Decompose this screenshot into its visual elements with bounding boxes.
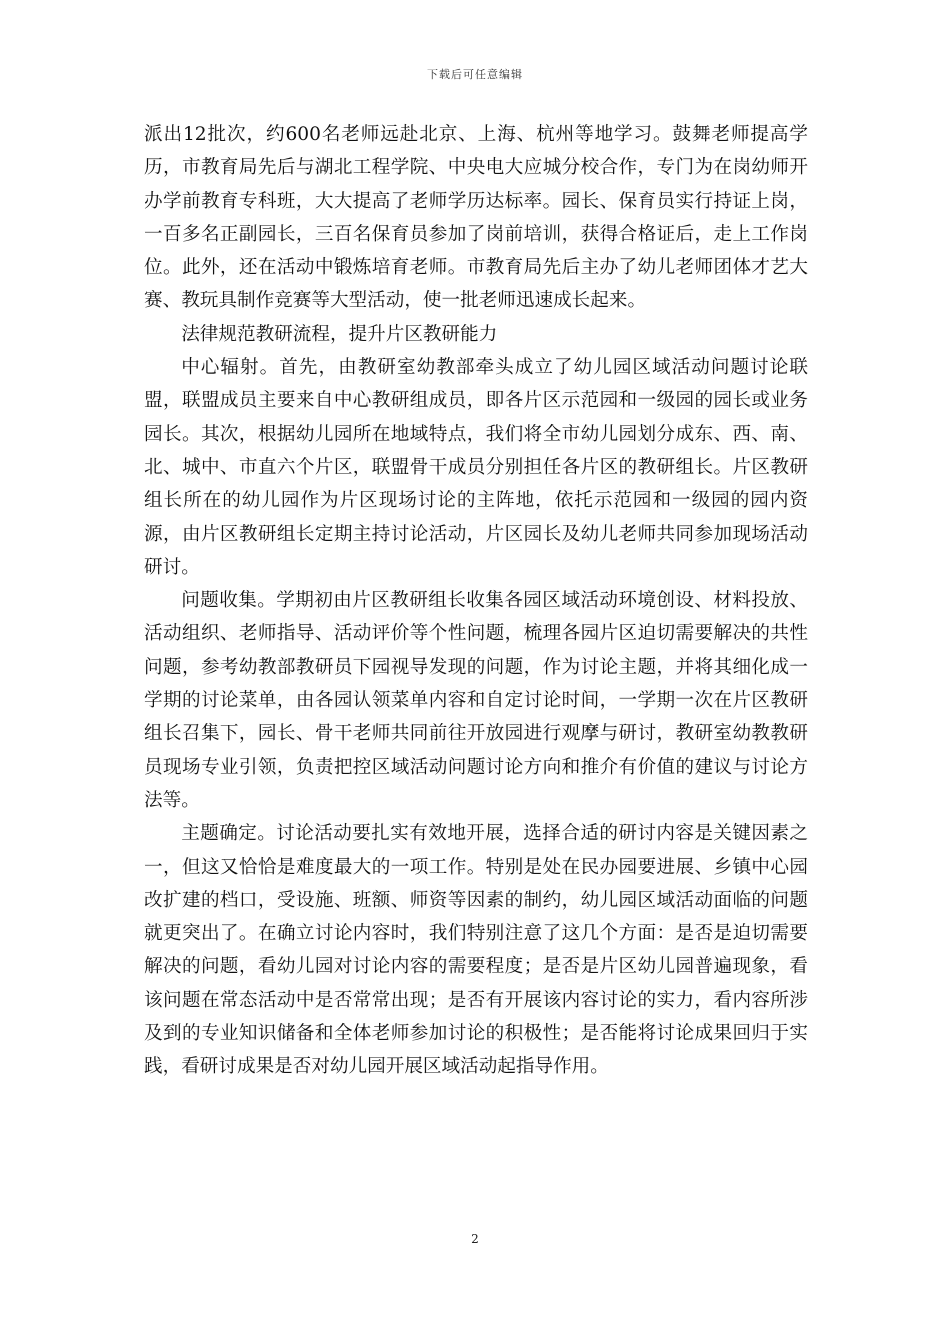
paragraph-theme-selection: 主题确定。讨论活动要扎实有效地开展，选择合适的研讨内容是关键因素之一，但这又恰恰是难度最大的一项工作。特别是处在民办园要进展、乡镇中心园改扩建的档口，受设施、班额、师资等因素的制约，幼儿园区域活动面临的问题就更突出了。在确立讨论内容时，我们特别注意了这几个方面：是否是迫切需要解决的问题，看幼儿园对讨论内容的需要程度；是否是片区幼儿园普遍现象，看该问题在常态活动中是否常常出现；是否有开展该内容讨论的实力，看内容所涉及到的专业知识储备和全体老师参加讨论的积极性；是否能将讨论成果回归于实践，看研讨成果是否对幼儿园开展区域活动起指导作用。: [144, 823, 808, 1078]
page-header: 下载后可任意编辑: [427, 68, 523, 81]
paragraph-problem-collection: 问题收集。学期初由片区教研组长收集各园区域活动环境创设、材料投放、活动组织、老师指导、活动评价等个性问题，梳理各园片区迫切需要解决的共性问题，参考幼教部教研员下园视导发现的问题，作为讨论主题，并将其细化成一学期的讨论菜单，由各园认领菜单内容和自定讨论时间，一学期一次在片区教研组长召集下，园长、骨干老师共同前往开放园进行观摩与研讨，教研室幼教教研员现场专业引领，负责把控区域活动问题讨论方向和推介有价值的建议与讨论方法等。: [144, 590, 808, 811]
document-body: [144, 118, 808, 1084]
paragraph-center-radiation: 中心辐射。首先，由教研室幼教部牵头成立了幼儿园区域活动问题讨论联盟，联盟成员主要来自中心教研组成员，即各片区示范园和一级园的园长或业务园长。其次，根据幼儿园所在地域特点，我们将全市幼儿园划分成东、西、南、北、城中、市直六个片区，联盟骨干成员分别担任各片区的教研组长。片区教研组长所在的幼儿园作为片区现场讨论的主阵地，依托示范园和一级园的园内资源，由片区教研组长定期主持讨论活动，片区园长及幼儿老师共同参加现场活动研讨。: [144, 357, 808, 578]
paragraph-continued: 派出12批次，约600名老师远赴北京、上海、杭州等地学习。鼓舞老师提高学历，市教育局先后与湖北工程学院、中央电大应城分校合作，专门为在岗幼师开办学前教育专科班，大大提高了老师学历达标率。园长、保育员实行持证上岗，一百多名正副园长，三百名保育员参加了岗前培训，获得合格证后，走上工作岗位。此外，还在活动中锻炼培育老师。市教育局先后主办了幼儿老师团体才艺大赛、教玩具制作竞赛等大型活动，使一批老师迅速成长起来。: [144, 124, 808, 312]
section-heading: 法律规范教研流程，提升片区教研能力: [181, 323, 498, 345]
page-number: 2: [471, 1232, 479, 1246]
